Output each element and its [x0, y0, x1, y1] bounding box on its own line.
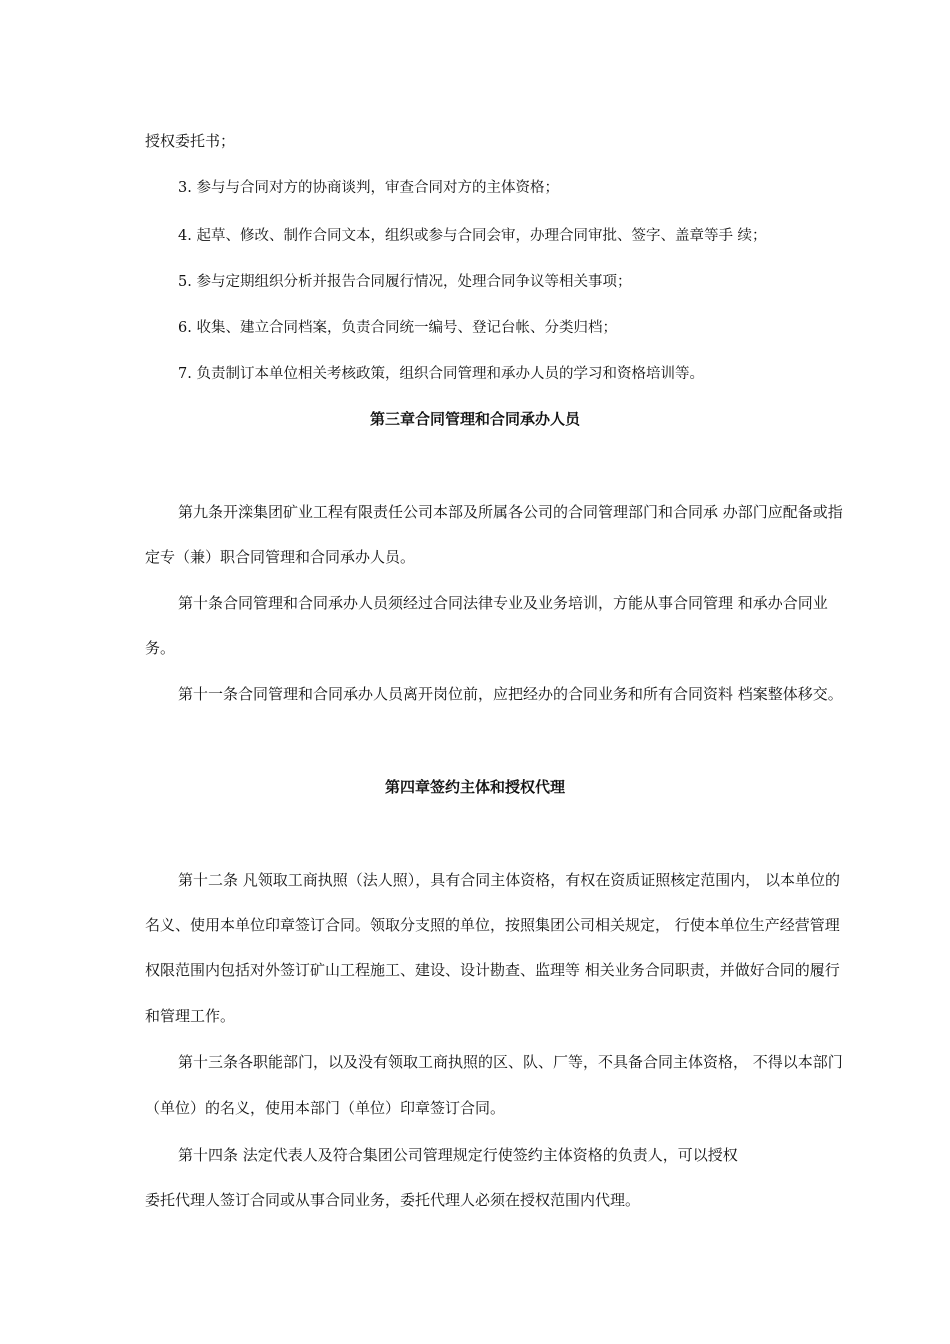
- chapter4-heading: 第四章签约主体和授权代理: [384, 778, 565, 796]
- article14-line2: 委托代理人签订合同或从事合同业务，委托代理人必须在授权范围内代理。: [145, 1191, 641, 1209]
- article12-line1: 第十二条 凡领取工商执照（法人照），具有合同主体资格，有权在资质证照核定范围内， 以本单位的: [178, 871, 841, 889]
- article10-line2: 务。: [145, 639, 176, 657]
- article10-line1: 第十条合同管理和合同承办人员须经过合同法律专业及业务培训，方能从事合同管理 和承办合同业: [178, 594, 828, 612]
- article9-line1: 第九条开滦集团矿业工程有限责任公司本部及所属各公司的合同管理部门和合同承 办部门应配备或指: [178, 503, 843, 521]
- article12-line4: 和管理工作。: [145, 1007, 236, 1025]
- list-item-4: 4. 起草、修改、制作合同文本，组织或参与合同会审，办理合同审批、签字、盖章等手 续；: [178, 228, 767, 244]
- article11-line1: 第十一条合同管理和合同承办人员离开岗位前，应把经办的合同业务和所有合同资料 档案整体移交。: [178, 685, 843, 703]
- list-item-7: 7. 负责制订本单位相关考核政策，组织合同管理和承办人员的学习和资格培训等。: [178, 366, 704, 382]
- list-item-3: 3. 参与与合同对方的协商谈判，审查合同对方的主体资格；: [178, 180, 559, 196]
- article13-line1: 第十三条各职能部门，以及没有领取工商执照的区、队、厂等，不具备合同主体资格， 不得以本部门: [178, 1053, 843, 1071]
- article13-line2: （单位）的名义，使用本部门（单位）印章签订合同。: [145, 1099, 506, 1117]
- article12-line2: 名义、使用本单位印章签订合同。领取分支照的单位，按照集团公司相关规定， 行使本单位生产经营管理: [145, 916, 840, 934]
- list-item-5: 5. 参与定期组织分析并报告合同履行情况，处理合同争议等相关事项；: [178, 274, 632, 290]
- list-item-6: 6. 收集、建立合同档案，负责合同统一编号、登记台帐、分类归档；: [178, 320, 617, 336]
- intro-line: 授权委托书；: [145, 132, 236, 150]
- article9-line2: 定专（兼）职合同管理和合同承办人员。: [145, 548, 416, 566]
- article14-line1: 第十四条 法定代表人及符合集团公司管理规定行使签约主体资格的负责人，可以授权: [178, 1146, 738, 1164]
- article12-line3: 权限范围内包括对外签订矿山工程施工、建设、设计勘查、监理等 相关业务合同职责，并做好合同的履行: [145, 961, 840, 979]
- chapter3-heading: 第三章合同管理和合同承办人员: [369, 410, 580, 428]
